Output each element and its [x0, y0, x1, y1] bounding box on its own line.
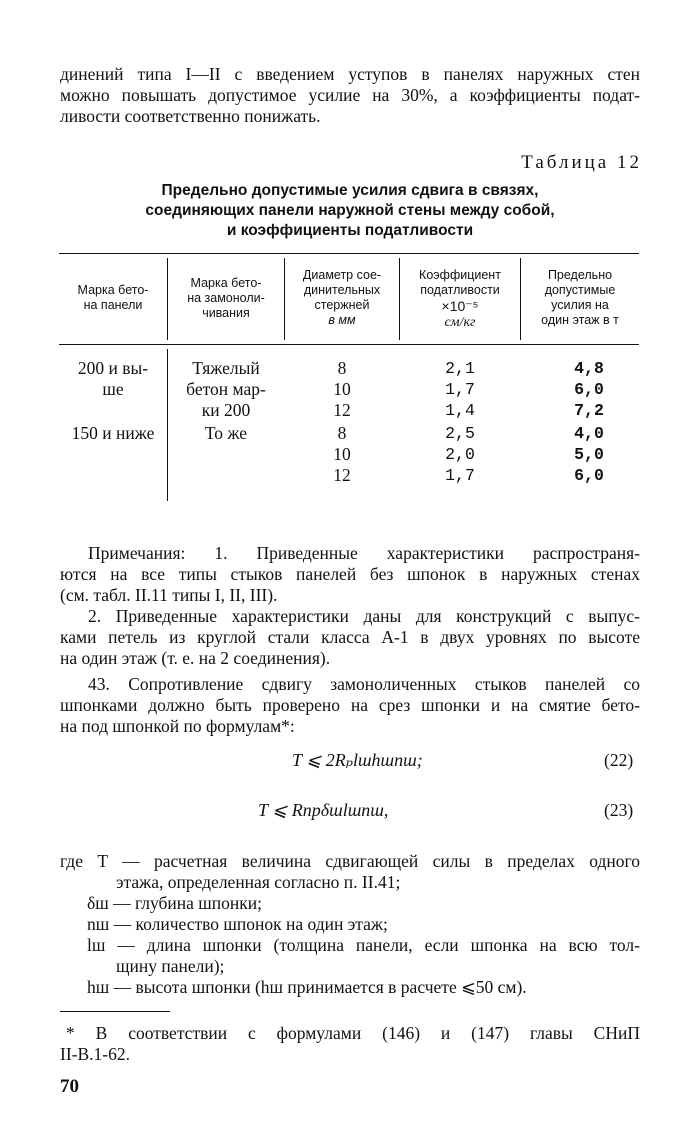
- group1-panel-line: 200 и вы-: [77, 358, 149, 378]
- where-line-4: nш — количество шпонок на один этаж;: [87, 914, 388, 934]
- where-line-7: hш — высота шпонки (hш принимается в расчете ⩽50 см).: [87, 977, 527, 997]
- notes-line-1: Примечания: 1. Приведенные характеристики распространя-: [88, 543, 640, 563]
- group1-force-value: 4,8: [574, 359, 604, 378]
- header-force-line: допустимые: [544, 283, 616, 297]
- group2-monolith: [168, 423, 284, 444]
- header-diameter-line: стержней: [314, 298, 370, 312]
- table-top-rule: [59, 253, 639, 254]
- header-monolith-line: Марка бето-: [190, 276, 262, 290]
- header-compliance-coef: [400, 268, 520, 330]
- header-diameter-line: в мм: [328, 313, 356, 327]
- group1-coef-value: 2,1: [445, 359, 475, 378]
- header-diameter-line: динительных: [303, 283, 381, 297]
- table-title-line-1: Предельно допустимые усилия сдвига в связях,: [161, 182, 539, 199]
- top-paragraph-line-1: динений типа I—II с введением уступов в панелях наружных стен: [60, 64, 640, 84]
- where-line-6: щину панели);: [116, 956, 225, 976]
- header-force-line: усилия на: [551, 298, 609, 312]
- group2-force-value: 6,0: [574, 466, 604, 485]
- notes-line-6: на один этаж (т. е. на 2 соединения).: [60, 648, 331, 668]
- group2-diameter-value: 12: [333, 465, 351, 485]
- table-title-line-3: и коэффициенты податливости: [226, 222, 474, 239]
- group2-diameter: [285, 423, 399, 486]
- group2-monolith-line: То же: [204, 423, 248, 443]
- group1-monolith: [168, 358, 284, 421]
- formula-22-number: (22): [604, 750, 634, 770]
- group1-force: [521, 358, 657, 421]
- group1-diameter: [285, 358, 399, 421]
- top-paragraph-line-3: ливости соответственно понижать.: [60, 106, 321, 126]
- group1-coef: [400, 358, 520, 421]
- header-rod-diameter: [285, 268, 399, 328]
- formula-23: T ⩽ Rпрδшlшnш,: [258, 800, 389, 820]
- group1-diameter-value: 8: [337, 358, 347, 378]
- group1-panel-line: ше: [102, 379, 124, 399]
- where-line-1: где T — расчетная величина сдвигающей силы в пределах одного: [60, 851, 640, 871]
- group1-panel: [59, 358, 167, 400]
- page-number: 70: [60, 1076, 79, 1097]
- group1-monolith-line: бетон мар-: [186, 379, 266, 399]
- header-monolith-concrete: [168, 276, 284, 321]
- footnote-line-2: II-В.1-62.: [60, 1044, 130, 1064]
- header-monolith-line: на замоноли-: [187, 291, 265, 305]
- top-paragraph-line-2: можно повышать допустимое усилие на 30%, а коэффициенты подат-: [60, 85, 640, 105]
- notes-line-3: (см. табл. II.11 типы I, II, III).: [60, 585, 278, 605]
- header-max-force: [521, 268, 639, 328]
- notes-line-5: ками петель из круглой стали класса А-1 в двух уровнях по высоте: [60, 627, 640, 647]
- group2-coef: [400, 423, 520, 486]
- group1-force-value: 6,0: [574, 380, 604, 399]
- table-number-label: Таблица 12: [521, 152, 642, 173]
- header-coef-line: см/кг: [444, 315, 476, 330]
- group2-coef-value: 1,7: [445, 466, 475, 485]
- group1-diameter-value: 10: [333, 379, 351, 399]
- group1-force-value: 7,2: [574, 401, 604, 420]
- formula-23-number: (23): [604, 800, 634, 820]
- where-line-2: этажа, определенная согласно п. II.41;: [116, 872, 401, 892]
- notes-line-2: ются на все типы стыков панелей без шпонок в наружных стенах: [60, 564, 640, 584]
- header-diameter-line: Диаметр сое-: [302, 268, 382, 282]
- section43-line-2: шпонками должно быть проверено на срез шпонки и на смятие бето-: [60, 695, 640, 715]
- group2-force: [521, 423, 657, 486]
- header-coef-line: ×10⁻⁵: [441, 298, 479, 314]
- group2-panel: [59, 423, 167, 444]
- group2-force-value: 4,0: [574, 424, 604, 443]
- header-panel-concrete: [59, 283, 167, 313]
- header-coef-line: Коэффициент: [419, 268, 501, 282]
- group1-coef-value: 1,4: [445, 401, 475, 420]
- section43-line-1: 43. Сопротивление сдвигу замоноличенных стыков панелей со: [88, 674, 640, 694]
- table-header-rule: [59, 344, 639, 345]
- where-line-5: lш — длина шпонки (толщина панели, если шпонка на всю тол-: [87, 935, 640, 955]
- footnote-rule: [60, 1011, 170, 1012]
- header-coef-line: податливости: [420, 283, 500, 297]
- header-panel-line: на панели: [83, 298, 143, 312]
- header-force-line: Предельно: [547, 268, 613, 282]
- group1-coef-value: 1,7: [445, 380, 475, 399]
- group2-coef-value: 2,0: [445, 445, 475, 464]
- table-title-line-2: соединяющих панели наружной стены между собой,: [145, 202, 555, 219]
- header-force-line: один этаж в т: [541, 313, 619, 327]
- group2-diameter-value: 8: [337, 423, 347, 443]
- group1-diameter-value: 12: [333, 400, 351, 420]
- section43-line-3: на под шпонкой по формулам*:: [60, 716, 295, 736]
- header-panel-line: Марка бето-: [77, 283, 149, 297]
- header-monolith-line: чивания: [202, 306, 250, 320]
- group2-diameter-value: 10: [333, 444, 351, 464]
- group2-force-value: 5,0: [574, 445, 604, 464]
- formula-22: T ⩽ 2Rₚlшhшnш;: [292, 750, 423, 770]
- group1-monolith-line: ки 200: [201, 400, 251, 420]
- where-line-3: δш — глубина шпонки;: [87, 893, 262, 913]
- group1-monolith-line: Тяжелый: [192, 358, 260, 378]
- notes-line-4: 2. Приведенные характеристики даны для конструкций с выпус-: [88, 606, 640, 626]
- group2-coef-value: 2,5: [445, 424, 475, 443]
- footnote-line-1: * В соответствии с формулами (146) и (147) главы СНиП: [66, 1023, 640, 1043]
- group2-panel-line: 150 и ниже: [71, 423, 155, 443]
